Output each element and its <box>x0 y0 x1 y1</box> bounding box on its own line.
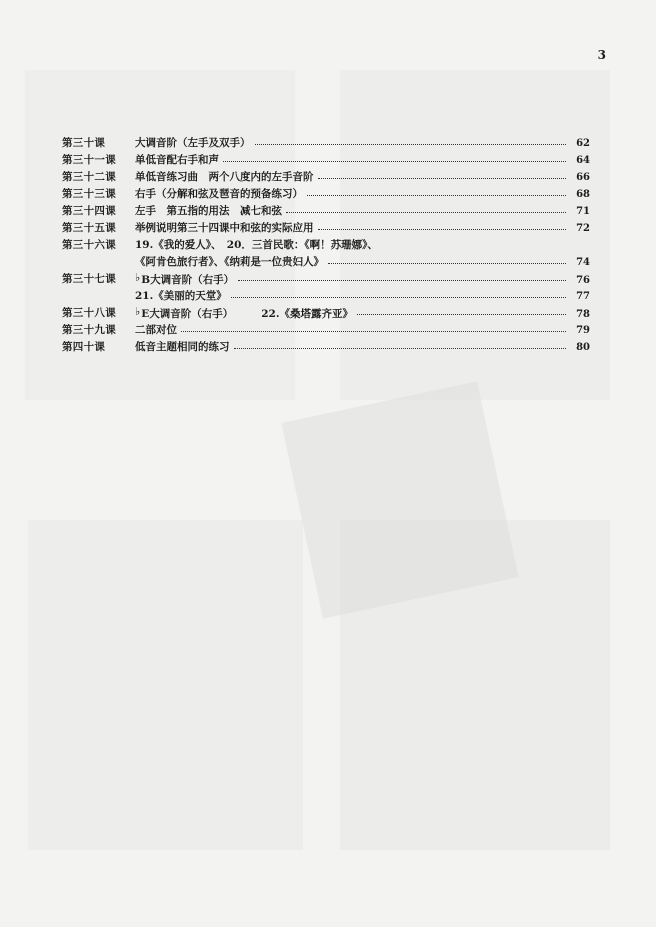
toc-row <box>62 186 590 203</box>
toc-row <box>62 288 590 305</box>
page-ref: 68 <box>576 189 590 200</box>
leader-dots <box>318 220 567 230</box>
toc-row <box>62 152 590 169</box>
lesson-title: 大调音阶（左手及双手） <box>135 137 251 149</box>
page-ref: 72 <box>576 223 590 234</box>
lesson-title: 19.《我的爱人》、 20．三首民歌：《啊！苏珊娜》、 <box>135 239 378 251</box>
page-ref: 77 <box>576 291 590 302</box>
lesson-title: 低音主题相同的练习 <box>135 341 230 353</box>
lesson-number: 第三十四课 <box>62 205 116 217</box>
lesson-title-extra: 22.《桑塔露齐亚》 <box>261 308 353 320</box>
lesson-number: 第四十课 <box>62 341 106 353</box>
leader-dots <box>238 271 566 281</box>
leader-dots <box>223 152 566 162</box>
leader-dots <box>231 288 566 298</box>
lesson-title: 举例说明第三十四课中和弦的实际应用 <box>135 222 314 234</box>
flat-symbol: ♭ <box>135 271 141 284</box>
page-ref: 66 <box>576 172 590 183</box>
toc-row <box>62 169 590 186</box>
lesson-number: 第三十九课 <box>62 324 116 336</box>
lesson-title: 左手 第五指的用法 减七和弦 <box>135 205 282 217</box>
lesson-number: 第三十三课 <box>62 188 116 200</box>
leader-dots <box>328 254 566 264</box>
flat-symbol: ♭ <box>135 305 141 318</box>
leader-dots <box>234 339 567 349</box>
lesson-number: 第三十五课 <box>62 222 116 234</box>
page-ref: 71 <box>576 206 590 217</box>
page-number: 3 <box>597 48 606 62</box>
toc-row <box>62 322 590 339</box>
lesson-number: 第三十一课 <box>62 154 116 166</box>
lesson-number: 第三十七课 <box>62 273 116 285</box>
toc-row <box>62 339 590 356</box>
page-ref: 62 <box>576 138 590 149</box>
lesson-title: 二部对位 <box>135 324 177 336</box>
toc-row <box>62 237 590 254</box>
lesson-title-text: B大调音阶（右手） <box>141 274 235 286</box>
lesson-title: 《阿肯色旅行者》、《纳莉是一位贵妇人》 <box>135 256 324 268</box>
lesson-title <box>135 305 353 323</box>
page-ref: 78 <box>576 308 590 320</box>
leader-dots <box>286 203 566 213</box>
toc-row <box>62 271 590 288</box>
page-ref: 64 <box>576 155 590 166</box>
lesson-number: 第三十二课 <box>62 171 116 183</box>
leader-dots <box>318 169 567 179</box>
page-ref: 74 <box>576 257 590 268</box>
toc-row <box>62 254 590 271</box>
leader-dots <box>307 186 566 196</box>
toc-row <box>62 203 590 220</box>
table-of-contents <box>62 135 590 356</box>
lesson-number: 第三十八课 <box>62 307 116 319</box>
page-ref: 76 <box>576 274 590 286</box>
leader-dots <box>357 305 566 315</box>
page-ref: 80 <box>576 342 590 353</box>
leader-dots <box>255 135 567 145</box>
lesson-number: 第三十课 <box>62 137 106 149</box>
lesson-title <box>135 271 234 289</box>
page-ref: 79 <box>576 325 590 336</box>
bleed-through-image <box>28 520 303 850</box>
lesson-title: 单低音练习曲 两个八度内的左手音阶 <box>135 171 314 183</box>
leader-dots <box>181 322 566 332</box>
bleed-through-image <box>281 381 518 618</box>
lesson-title: 单低音配右手和声 <box>135 154 219 166</box>
lesson-title-text: E大调音阶（右手） <box>141 308 234 320</box>
toc-row <box>62 220 590 237</box>
lesson-title: 右手（分解和弦及琶音的预备练习） <box>135 188 303 200</box>
toc-row <box>62 305 590 322</box>
lesson-number: 第三十六课 <box>62 239 116 251</box>
toc-row <box>62 135 590 152</box>
lesson-title: 21.《美丽的天堂》 <box>135 290 227 302</box>
